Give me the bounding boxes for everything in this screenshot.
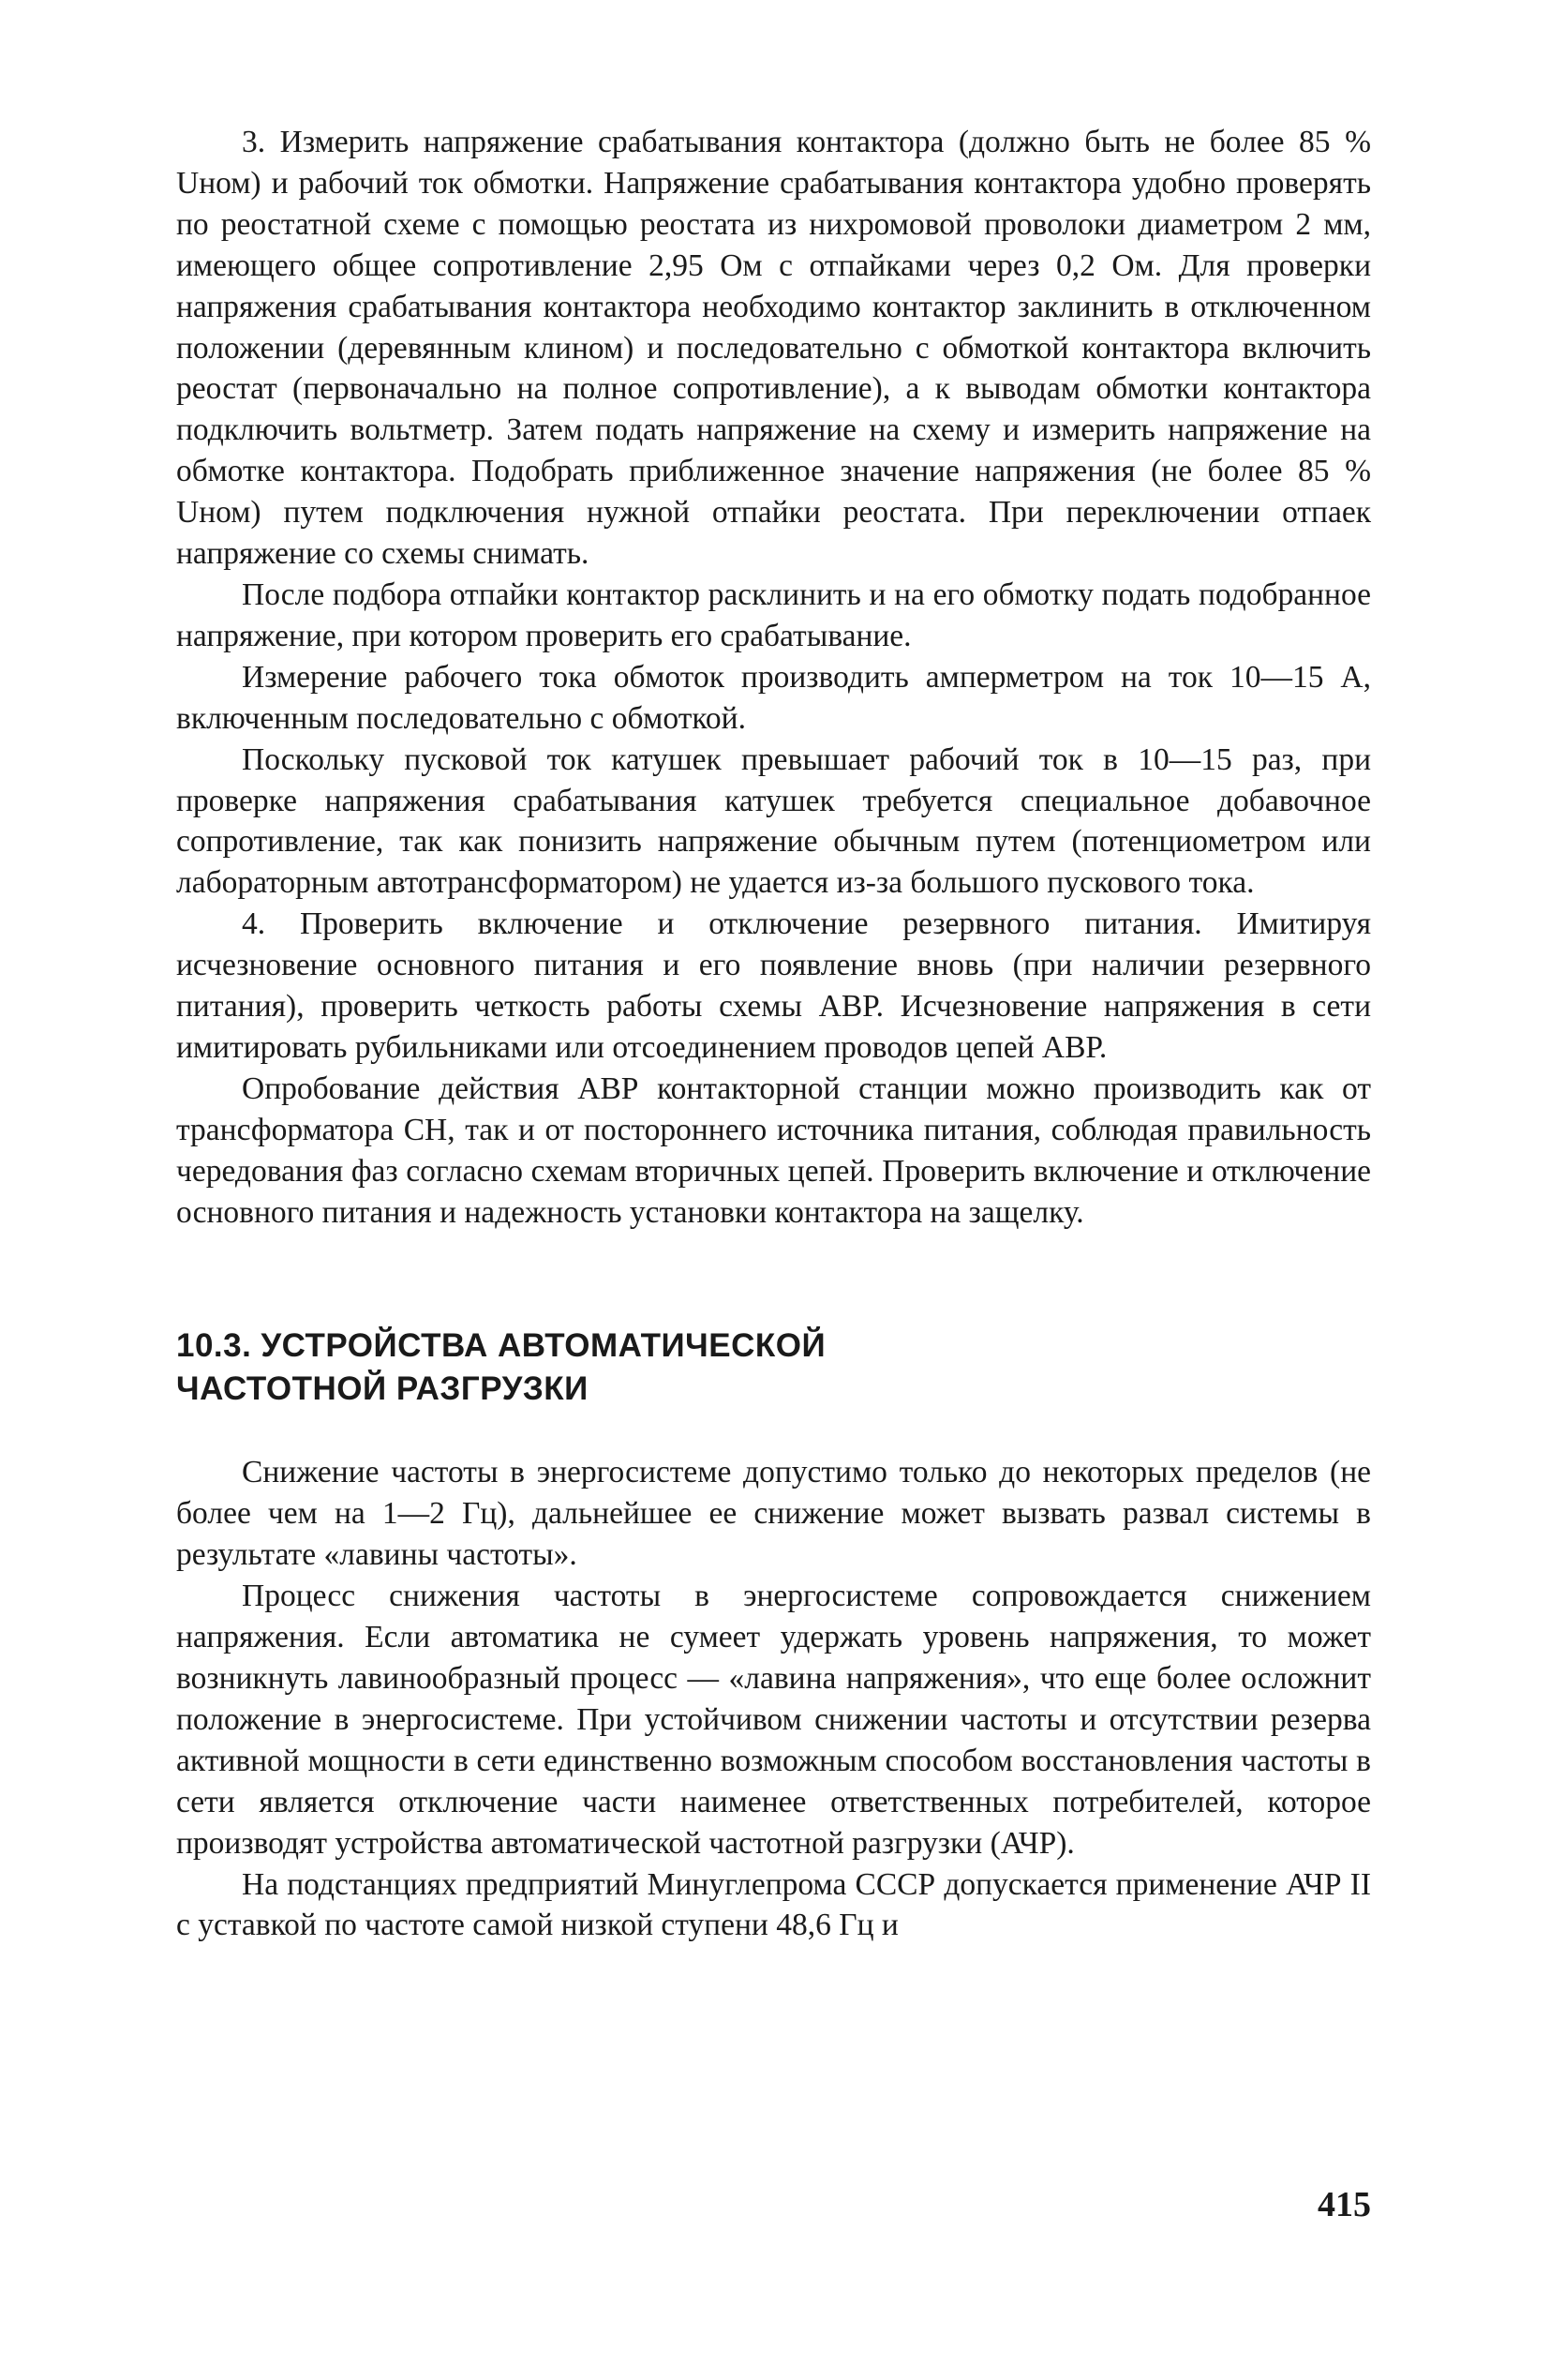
section-number: 10.3. [176, 1327, 252, 1365]
book-page [176, 122, 1371, 2353]
paragraph: 4. Проверить включение и отключение резервного питания. Имитируя исчезновение основного питания и его появление вновь (при наличии резервного питания), проверить четкость работы схемы АВР. Исчезновение напряжения в сети имитировать рубильниками или отсоединением проводов цепей АВР. [176, 906, 1371, 1065]
paragraph: Снижение частоты в энергосистеме допустимо только до некоторых пределов (не более чем на 1—2 Гц), дальнейшее ее снижение может вызвать развал системы в результате «лавины частоты». [176, 1455, 1371, 1573]
paragraph: Измерение рабочего тока обмоток производить амперметром на ток 10—15 А, включенным последовательно с обмоткой. [176, 659, 1371, 736]
section-heading [176, 1325, 1371, 1411]
page-number: 415 [1318, 2185, 1371, 2224]
body-text-top [176, 122, 1371, 1233]
section-heading-line-1 [176, 1325, 1371, 1368]
paragraph: Поскольку пусковой ток катушек превышает рабочий ток в 10—15 раз, при проверке напряжения срабатывания катушек требуется специальное добавочное сопротивление, так как понизить напряжение обычным путем (потенциометром или лабораторным автотрансформатором) не удается из-за большого пускового тока. [176, 741, 1371, 901]
paragraph: Процесс снижения частоты в энергосистеме сопровождается снижением напряжения. Если автоматика не сумеет удержать уровень напряжения, то может возникнуть лавинообразный процесс — «лавина напряжения», что еще более осложнит положение в энергосистеме. При устойчивом снижении частоты и отсутствии резерва активной мощности в сети единственно возможным способом восстановления частоты в сети является отключение части наименее ответственных потребителей, которое производят устройства автоматической частотной разгрузки (АЧР). [176, 1579, 1371, 1861]
paragraph: На подстанциях предприятий Минуглепрома СССР допускается применение АЧР II с уставкой по частоте самой низкой ступени 48,6 Гц и [176, 1866, 1371, 1943]
paragraph: Опробование действия АВР контакторной станции можно производить как от трансформатора СН, так и от постороннего источника питания, соблюдая правильность чередования фаз согласно схемам вторичных цепей. Проверить включение и отключение основного питания и надежность установки контактора на защелку. [176, 1070, 1371, 1230]
paragraph: После подбора отпайки контактор расклинить и на его обмотку подать подобранное напряжение, при котором проверить его срабатывание. [176, 576, 1371, 653]
section-title-line-2: ЧАСТОТНОЙ РАЗГРУЗКИ [176, 1370, 589, 1408]
section-title-line-1: УСТРОЙСТВА АВТОМАТИЧЕСКОЙ [261, 1327, 827, 1365]
body-text-bottom [176, 1452, 1371, 1946]
paragraph: 3. Измерить напряжение срабатывания контактора (должно быть не более 85 % Uном) и рабочий ток обмотки. Напряжение срабатывания контактора удобно проверять по реостатной схеме с помощью реостата из нихромовой проволоки диаметром 2 мм, имеющего общее сопротивление 2,95 Ом с отпайками через 0,2 Ом. Для проверки напряжения срабатывания контактора необходимо контактор заклинить в отключенном положении (деревянным клином) и последовательно с обмоткой контактора включить реостат (первоначально на полное сопротивление), а к выводам обмотки контактора подключить вольтметр. Затем подать напряжение на схему и измерить напряжение на обмотке контактора. Подобрать приближенное значение напряжения (не более 85 % Uном) путем подключения нужной отпайки реостата. При переключении отпаек напряжение со схемы снимать. [176, 125, 1371, 572]
